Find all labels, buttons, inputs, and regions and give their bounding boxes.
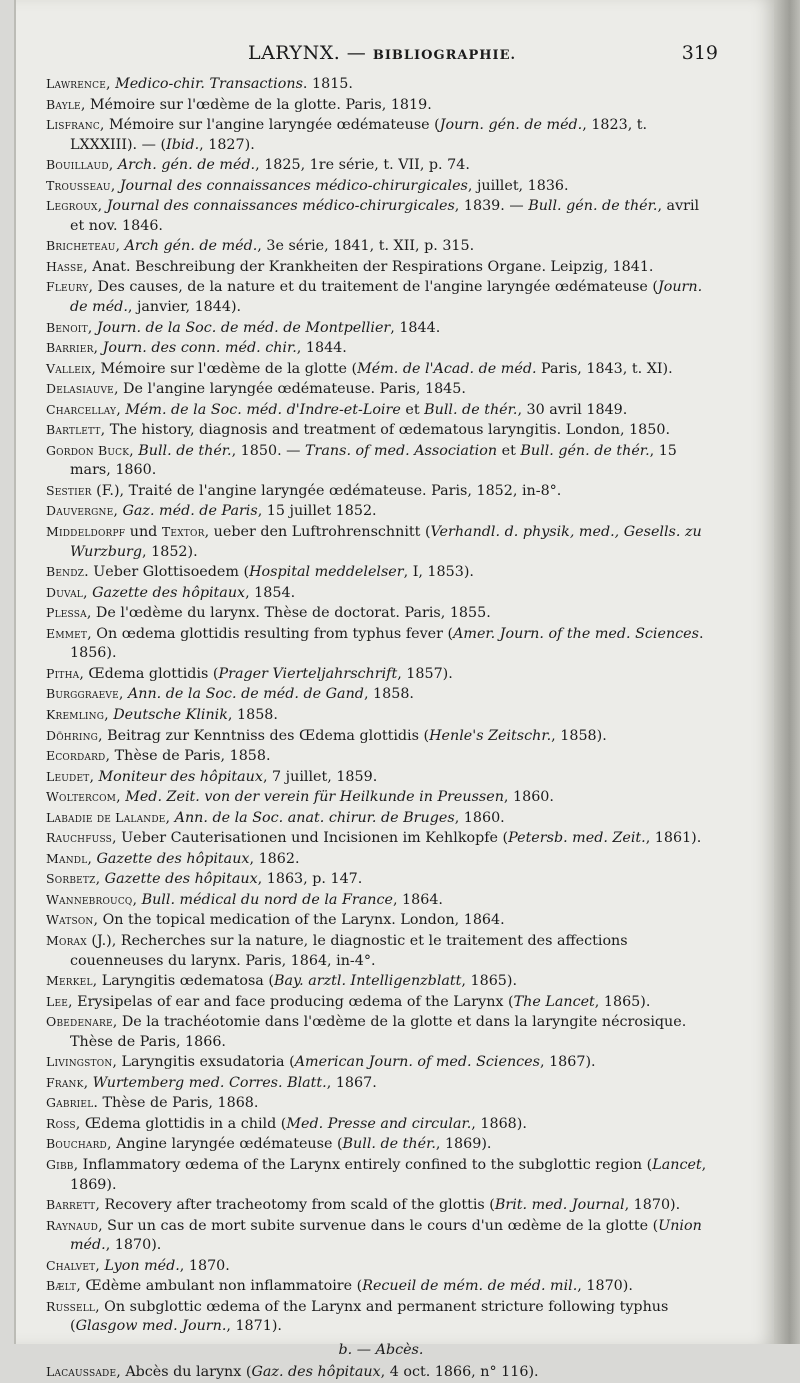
bibliography-entry (46, 379, 716, 400)
bibliography-entry (46, 522, 716, 562)
entry-author: Ross (46, 1115, 76, 1131)
bibliography-entry (46, 338, 716, 359)
bibliography-entry (46, 236, 716, 257)
entry-source-title: Deutsche Klinik (113, 706, 228, 723)
title-main: LARYNX. (247, 42, 341, 64)
entry-author: Rauchfuss (46, 830, 113, 846)
entry-text: , 1869). (70, 1156, 707, 1193)
entry-author: Gibb (46, 1156, 74, 1172)
bibliography-entry (46, 501, 716, 522)
entry-text: et (497, 442, 521, 459)
entry-author: Charcellay (46, 401, 117, 417)
entry-source-title: Journ. des conn. méd. chir. (102, 340, 297, 357)
bibliography-entry (46, 1134, 716, 1155)
entry-author: Burggraeve (46, 686, 119, 702)
entry-source-title: Glasgow med. Journ. (75, 1318, 227, 1335)
entries-section-b (46, 1362, 716, 1383)
entry-source-title: Journ. de la Soc. de méd. de Montpellier (96, 319, 391, 336)
entry-author: Livingston (46, 1054, 113, 1070)
entry-text: , The history, diagnosis and treatment of œdematous laryngitis. London, 1850. (100, 422, 671, 439)
entry-text: , (83, 1074, 93, 1091)
entry-source-title: Hospital meddelelser (249, 564, 404, 581)
entry-author: Barrier (46, 340, 94, 356)
entry-text: , Des causes, de la nature et du traitement de l'angine laryngée œdémateuse ( (88, 279, 659, 296)
bibliography-entry (46, 420, 716, 441)
entry-text: , 1864. (392, 891, 443, 908)
entry-text: , (116, 401, 126, 418)
entry-text: , 1867). (539, 1054, 596, 1071)
entry-author: Hasse (46, 258, 84, 274)
entry-source-title: The Lancet (513, 993, 595, 1010)
page-edge (774, 0, 800, 1344)
entry-text: , 1869). (435, 1136, 492, 1153)
page-number: 319 (681, 42, 718, 64)
entry-text: , 1870). (105, 1237, 162, 1254)
entry-author: Delasiauve (46, 381, 114, 397)
bibliography-entry (46, 664, 716, 685)
entry-author: Middeldorpf (46, 524, 126, 540)
bibliography-entry (46, 808, 716, 829)
bibliography-entry (46, 849, 716, 870)
entry-source-title: Prager Vierteljahrschrift (218, 665, 398, 682)
book-page (14, 0, 776, 1381)
entry-source-title: Henle's Zeitschr. (429, 727, 552, 744)
bibliography-entry (46, 767, 716, 788)
entry-source-title: Amer. Journ. of the med. Sciences (453, 625, 699, 642)
entry-text: , Œdema glottidis in a child ( (75, 1115, 287, 1132)
entry-source-title: Arch. gén. de méd. (117, 157, 256, 174)
entry-author: Bartlett (46, 422, 101, 438)
entry-source-title: Mém. de l'Acad. de méd. (357, 360, 537, 377)
entry-author: Kremling (46, 706, 105, 722)
entry-source-title: Bay. arztl. Intelligenzblatt (273, 973, 462, 990)
entry-text: , De la trachéotomie dans l'œdème de la glotte et dans la laryngite nécrosique. Thèse de Paris, 1866. (70, 1014, 687, 1050)
entry-text: , On œdema glottidis resulting from typhus fever ( (87, 625, 454, 642)
bibliography-entry (46, 74, 716, 95)
bibliography-entry (46, 196, 716, 236)
entry-source-title: Bull. de thér. (424, 401, 518, 418)
entry-author: Chalvet (46, 1257, 96, 1273)
entry-text: . Thèse de Paris, 1868. (93, 1095, 259, 1112)
entry-text: , 30 avril 1849. (517, 401, 628, 418)
entry-author: Mandl (46, 850, 88, 866)
entry-text: , 7 juillet, 1859. (262, 768, 378, 785)
bibliography-entry (46, 583, 716, 604)
bibliography-entry (46, 481, 716, 502)
entry-text: , avril et nov. 1846. (70, 198, 700, 234)
bibliography-entry (46, 562, 716, 583)
bibliography-entry (46, 726, 716, 747)
entry-text: und (125, 524, 162, 541)
entry-text: , juillet, 1836. (467, 177, 569, 194)
entry-text: , 15 mars, 1860. (70, 442, 677, 479)
entry-author: Ecordard (46, 748, 106, 764)
entry-text: . 1856). (70, 625, 704, 662)
entry-text: , 1870). (577, 1278, 633, 1295)
entry-author: Lawrence (46, 76, 106, 91)
entry-source-title: Petersb. med. Zeit. (508, 830, 646, 847)
entry-text: , (95, 871, 105, 888)
bibliography-entry (46, 441, 716, 481)
entry-text: , Œdème ambulant non inflammatoire ( (76, 1278, 363, 1295)
entry-source-title: Trans. of med. Association (305, 442, 498, 459)
entry-text: , 1865). (461, 973, 518, 990)
entry-source-title: Ann. de la Soc. de méd. de Gand (127, 686, 364, 703)
bibliography-entry (46, 1073, 716, 1094)
entry-text: , Erysipelas of ear and face producing œdema of the Larynx ( (68, 993, 514, 1010)
entry-text: (F.), Traité de l'angine laryngée œdémateuse. Paris, 1852, in-8°. (91, 482, 562, 499)
entry-text: , (104, 706, 114, 723)
bibliography-entry (46, 1093, 716, 1114)
entry-author: Emmet (46, 625, 88, 641)
entry-text: . 1815. (302, 76, 353, 92)
entry-text: , 1858). (551, 727, 607, 744)
entry-author: Obedenare (46, 1014, 113, 1030)
entry-text: , Mémoire sur l'œdème de la glotte ( (91, 360, 358, 377)
entry-text: , (165, 809, 175, 826)
bibliography-list (46, 74, 716, 1383)
entry-author: Döhring (46, 727, 99, 743)
entry-author: Frank (46, 1074, 84, 1090)
entry-text: , Anat. Beschreibung der Krankheiten der Respirations Organe. Leipzig, 1841. (83, 258, 654, 275)
entry-text: , Angine laryngée œdémateuse ( (106, 1136, 343, 1153)
bibliography-entry (46, 890, 716, 911)
entry-text: , Abcès du larynx ( (116, 1364, 252, 1381)
entry-text: , 1823, t. LXXXIII). — ( (70, 117, 648, 153)
bibliography-entry (46, 155, 716, 176)
entry-author: Plessa (46, 605, 87, 621)
entry-text: , (113, 503, 123, 520)
entry-source-title: Med. Presse and circular. (286, 1115, 472, 1132)
entry-text: , De l'œdème du larynx. Thèse de doctorat. Paris, 1855. (86, 605, 491, 622)
entry-text: , 1870. (179, 1257, 230, 1274)
entry-text: , Œdema glottidis ( (79, 665, 219, 682)
entry-author: Merkel (46, 973, 93, 989)
entry-author: Duval (46, 584, 83, 600)
entry-text: , (110, 177, 120, 194)
entry-source-title: Medico-chir. Transactions (115, 76, 303, 92)
entry-text: , (132, 891, 142, 908)
bibliography-entry (46, 603, 716, 624)
entry-text: , 1865). (594, 993, 651, 1010)
entry-source-title: Gazette des hôpitaux (96, 850, 250, 867)
bibliography-entry (46, 115, 716, 155)
bibliography-entry (46, 1012, 716, 1052)
bibliography-entry (46, 828, 716, 849)
entry-author: Lisfranc (46, 117, 100, 133)
entry-text: , 15 juillet 1852. (257, 503, 377, 520)
entry-author: Benoit (46, 319, 88, 335)
entry-author: Bendz (46, 564, 85, 580)
entry-source-title: Lancet (652, 1156, 702, 1173)
entry-text: , (87, 850, 97, 867)
entry-text: , 1861). (645, 830, 702, 847)
entry-author: Morax (46, 932, 87, 948)
entry-source-title: Gazette des hôpitaux (92, 584, 246, 601)
entry-text: , 1825, 1re série, t. VII, p. 74. (255, 157, 470, 174)
entry-source-title: Wurtemberg med. Corres. Blatt. (92, 1074, 327, 1091)
entry-text: , Thèse de Paris, 1858. (105, 748, 271, 765)
bibliography-entry (46, 176, 716, 197)
entry-text: , 1867. (326, 1074, 377, 1091)
entry-author: Sorbetz (46, 871, 96, 887)
bibliography-entry (46, 869, 716, 890)
entry-author: Pitha (46, 665, 80, 681)
entry-text: , 1857). (397, 665, 453, 682)
entry-text: (J.), Recherches sur la nature, le diagnostic et le traitement des affections couenneuses du larynx. Paris, 1864, in-4°. (70, 932, 628, 969)
bibliography-entry (46, 910, 716, 931)
entry-source-title: Ibid. (166, 136, 200, 153)
entry-text: , 4 oct. 1866, n° 116). (380, 1364, 539, 1381)
entry-text: , 1868). (471, 1115, 527, 1132)
entry-text: , 1827). (199, 136, 255, 153)
entry-text: , 3e série, 1841, t. XII, p. 315. (257, 238, 475, 255)
entry-source-title: Gaz. méd. de Paris (122, 503, 258, 520)
bibliography-entry (46, 359, 716, 380)
bibliography-entry (46, 318, 716, 339)
entry-text: , Mémoire sur l'angine laryngée œdémateuse ( (99, 117, 440, 134)
entry-coauthor: Textor (161, 524, 205, 540)
entry-source-title: American Journ. of med. Sciences (294, 1054, 540, 1071)
entry-source-title: Journ. gén. de méd. (439, 117, 583, 134)
bibliography-entry (46, 1256, 716, 1277)
entry-author: Bælt (46, 1278, 77, 1294)
bibliography-entry (46, 95, 716, 116)
bibliography-entry (46, 1276, 716, 1297)
entry-source-title: Verhandl. d. physik, med., Gesells. zu Wurzburg (70, 524, 702, 560)
entry-author: Gabriel (46, 1095, 94, 1111)
entry-author: Bouchard (46, 1136, 107, 1152)
entry-source-title: Lyon méd. (104, 1257, 180, 1274)
entry-source-title: Union méd. (70, 1217, 702, 1254)
bibliography-entry (46, 684, 716, 705)
entry-text: , Sur un cas de mort subite survenue dans le cours d'un œdème de la glotte ( (98, 1217, 659, 1234)
entries-section-a (46, 74, 716, 1337)
entry-author: Fleury (46, 279, 89, 295)
entry-author: Lacaussade (46, 1364, 117, 1380)
entry-source-title: Brit. med. Journal (494, 1197, 625, 1214)
entry-text: , ueber den Luftrohrenschnitt ( (204, 524, 431, 541)
entry-author: Gordon Buck (46, 442, 130, 458)
entry-text: , 1858. (227, 706, 278, 723)
entry-author: Labadie de Lalande (46, 809, 166, 825)
entry-text: , janvier, 1844). (127, 299, 242, 316)
entry-author: Trousseau (46, 177, 111, 193)
entry-source-title: Bull. gén. de thér. (520, 442, 650, 459)
entry-text: , (89, 768, 99, 785)
entry-text: . Ueber Glottisoedem ( (84, 564, 250, 581)
entry-author: Dauvergne (46, 503, 114, 519)
entry-source-title: Bull. de thér. (138, 442, 232, 459)
entry-author: Bayle (46, 96, 81, 112)
title-dash: — (340, 42, 373, 64)
entry-author: Barrett (46, 1197, 96, 1213)
entry-source-title: Bull. gén. de thér. (528, 198, 658, 215)
entry-text: , (115, 238, 125, 255)
entry-text: , 1870). (624, 1197, 681, 1214)
entry-text: , 1854. (245, 584, 296, 601)
entry-text: , Beitrag zur Kenntniss des Œdema glottidis ( (98, 727, 430, 744)
entry-text: , On the topical medication of the Larynx. London, 1864. (93, 912, 505, 929)
entry-text: , Ueber Cauterisationen und Incisionen im Kehlkopfe ( (112, 830, 509, 847)
entry-text: , Recovery after tracheotomy from scald of the glottis ( (95, 1197, 495, 1214)
entry-text: , 1844. (296, 340, 347, 357)
entry-source-title: Journal des connaissances médico-chirurgicales (119, 177, 468, 194)
entry-text: , On subglottic œdema of the Larynx and permanent stricture following typhus ( (70, 1298, 669, 1335)
bibliography-entry (46, 1362, 716, 1383)
entry-source-title: Med. Zeit. von der verein für Heilkunde in Preussen (125, 789, 504, 806)
entry-text: , (87, 319, 97, 336)
entry-source-title: Bull. de thér. (342, 1136, 436, 1153)
bibliography-entry (46, 1052, 716, 1073)
bibliography-entry (46, 1114, 716, 1135)
entry-text: , 1858. (363, 686, 414, 703)
entry-author: Valleix (46, 360, 92, 376)
bibliography-entry (46, 971, 716, 992)
entry-author: Lee (46, 993, 69, 1009)
entry-source-title: Journal des connaissances médico-chirurgicales (106, 198, 455, 215)
entry-source-title: Mém. de la Soc. méd. d'Indre-et-Loire (125, 401, 401, 418)
entry-text: et (400, 401, 425, 418)
entry-text: , 1860. (503, 789, 554, 806)
entry-text: , 1852). (142, 543, 198, 560)
entry-text: , 1844. (390, 319, 441, 336)
entry-text: , (129, 442, 139, 459)
page-title (46, 42, 718, 64)
entry-source-title: Bull. médical du nord de la France (141, 891, 393, 908)
entry-author: Watson (46, 912, 94, 928)
entry-text: , (82, 584, 93, 601)
entry-text: Paris, 1843, t. XI). (536, 360, 673, 377)
bibliography-entry (46, 992, 716, 1013)
entry-source-title: Gaz. des hôpitaux (251, 1364, 381, 1381)
bibliography-entry (46, 257, 716, 278)
entry-text: , Mémoire sur l'œdème de la glotte. Paris, 1819. (80, 96, 432, 113)
bibliography-entry (46, 277, 716, 317)
entry-text: , (95, 1257, 105, 1274)
entry-author: Woltercom (46, 789, 117, 805)
entry-text: , I, 1853). (403, 564, 474, 581)
section-heading-abces: b. — Abcès. (338, 1341, 424, 1358)
bibliography-entry (46, 1297, 716, 1337)
entry-text: , 1871). (226, 1318, 282, 1335)
bibliography-entry (46, 1195, 716, 1216)
bibliography-entry (46, 1155, 716, 1195)
entry-author: Legroux (46, 198, 98, 214)
entry-source-title: Moniteur des hôpitaux (98, 768, 263, 785)
bibliography-entry (46, 746, 716, 767)
entry-text: , 1850. — (231, 442, 305, 459)
entry-author: Sestier (46, 482, 92, 498)
bibliography-entry (46, 624, 716, 664)
entry-text: , (97, 198, 107, 215)
entry-source-title: Journ. de méd. (70, 279, 703, 316)
entry-text: , (116, 789, 126, 806)
bibliography-entry (46, 931, 716, 971)
entry-text: , Inflammatory œdema of the Larynx entirely confined to the subglottic region ( (73, 1156, 653, 1173)
entry-author: Raynaud (46, 1217, 99, 1233)
entry-text: , (108, 157, 118, 174)
title-subtitle: BIBLIOGRAPHIE. (372, 48, 517, 63)
entry-text: , (93, 340, 103, 357)
bibliography-entry (46, 705, 716, 726)
entry-author: Russell (46, 1298, 96, 1314)
entry-author: Bricheteau (46, 238, 116, 254)
entry-author: Bouillaud (46, 157, 109, 173)
entry-source-title: Gazette des hôpitaux (104, 871, 258, 888)
entry-author: Leudet (46, 768, 90, 784)
entry-text: , De l'angine laryngée œdémateuse. Paris, 1845. (113, 381, 466, 398)
entry-text: , 1839. — (454, 198, 529, 215)
entry-text: , 1860. (454, 809, 505, 826)
entry-text: , (118, 686, 128, 703)
entry-source-title: Arch gén. de méd. (124, 238, 258, 255)
running-header (46, 42, 718, 70)
entry-text: , Laryngitis œdematosa ( (92, 973, 274, 990)
bibliography-entry (46, 1216, 716, 1256)
entry-author: Wannebroucq (46, 891, 133, 907)
entry-source-title: Recueil de mém. de méd. mil. (362, 1278, 578, 1295)
entry-text: , 1862. (249, 850, 300, 867)
entry-source-title: Ann. de la Soc. anat. chirur. de Bruges (174, 809, 455, 826)
entry-text: , (105, 76, 116, 92)
entry-text: , Laryngitis exsudatoria ( (112, 1054, 295, 1071)
bibliography-entry (46, 787, 716, 808)
entry-text: , 1863, p. 147. (257, 871, 363, 888)
bibliography-entry (46, 400, 716, 421)
